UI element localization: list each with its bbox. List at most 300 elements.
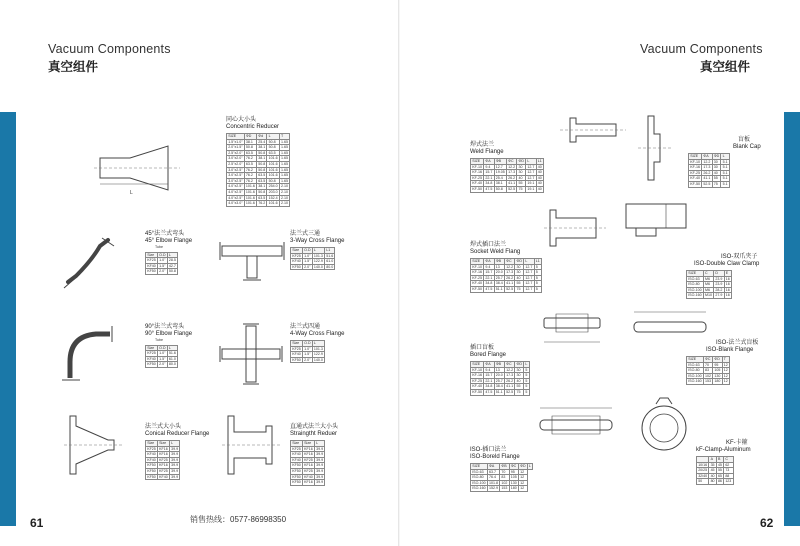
table-cell: 80 — [710, 479, 715, 484]
table-cell: KF16 — [159, 452, 168, 457]
table-cell: 63.5 — [244, 150, 256, 156]
table-cell: 101.6 — [245, 195, 255, 200]
table-cell: KF-16 — [690, 165, 700, 170]
table-cell: 12.7 — [525, 281, 533, 286]
table-cell: 3.0"x2.5" — [228, 178, 243, 183]
table-cell: 26.2 — [506, 275, 514, 280]
table-cell: 17.3 — [703, 165, 711, 170]
table-header-cell: SIZE — [471, 464, 488, 470]
table-row — [146, 263, 178, 269]
double-claw-table — [686, 270, 732, 299]
table-cell: 63.5 — [244, 161, 256, 167]
table-row — [146, 356, 178, 362]
weld-flange-drawing — [550, 112, 630, 148]
cross-3way-drawing — [218, 232, 288, 282]
table-cell: 30 — [517, 170, 526, 176]
table-cell: KF50 — [292, 474, 301, 479]
elbow-45-en: 45° Elbow Flange — [145, 238, 193, 244]
table-cell: 123 — [725, 479, 732, 484]
table-cell: 2.10 — [281, 184, 289, 189]
table-cell: 5.1 — [722, 159, 728, 164]
table-row — [471, 264, 542, 270]
table-row — [227, 201, 290, 207]
table-cell: 2.5"x2.0" — [228, 150, 243, 155]
table-cell: 34.8 — [485, 281, 493, 286]
table-cell: 5.1 — [722, 176, 728, 181]
table-cell: 51.6 — [326, 253, 334, 258]
table-cell: 76.2 — [258, 201, 266, 206]
elbow-45-drawing — [60, 232, 120, 292]
table-cell: 38.1 — [494, 181, 506, 187]
table-header-cell: B — [716, 457, 723, 463]
table-cell: 102 — [501, 480, 508, 485]
table-cell: 50.8 — [244, 145, 256, 151]
table-cell: ISO-63 — [687, 362, 704, 368]
table-cell: 39.9 — [171, 452, 179, 457]
table-cell: 101.3 — [313, 253, 323, 258]
table-cell: 26.2 — [703, 170, 711, 175]
table-cell: 12 — [723, 362, 728, 367]
table-header-cell: ΦA — [484, 159, 494, 165]
table-cell: 45 — [717, 462, 722, 467]
table-cell: ISO-160 — [688, 293, 702, 298]
table-cell: KF-25 — [690, 170, 700, 175]
table-cell: 9.4 — [484, 164, 494, 170]
table-header-cell: L — [312, 248, 324, 254]
table-cell: 80.0 — [326, 264, 334, 269]
table-cell: 3.0"x2.5" — [228, 173, 243, 178]
table-cell: 12 — [518, 480, 527, 486]
blank-cap-cn: 盲板 — [738, 137, 751, 143]
table-cell: KF-16 — [472, 373, 482, 378]
elbow-45-tube-label: Tube — [155, 245, 164, 249]
table-cell: 50.8 — [258, 161, 266, 166]
table-row — [146, 463, 180, 469]
table-cell: 55 — [717, 468, 722, 473]
table-cell: 180 — [714, 379, 721, 384]
table-row — [146, 351, 178, 357]
page-header-cn: 真空组件 — [700, 60, 751, 74]
table-cell: 1.65 — [281, 178, 289, 183]
blank-cap-table — [688, 153, 730, 188]
table-header-cell: SIZE — [471, 362, 484, 368]
elbow-90-tube-label: Tube — [155, 338, 164, 342]
table-cell: 45 — [710, 468, 715, 473]
table-cell: M6 — [703, 287, 713, 293]
table-cell: 12.7 — [527, 164, 535, 169]
iso-blank-cn: ISO-法兰式盲板 — [716, 340, 759, 346]
table-cell: 152.9 — [488, 486, 498, 491]
table-cell: KF40 — [292, 352, 301, 357]
concentric-reducer-cn: 同心大小头 — [226, 117, 257, 123]
table-cell: 41.1 — [506, 384, 514, 389]
table-cell: 76.2 — [244, 156, 256, 162]
table-row — [227, 173, 290, 179]
table-row — [471, 275, 542, 281]
table-header-cell: Size — [291, 341, 303, 347]
table-row — [227, 167, 290, 173]
blank-cap-en: Blank Cap — [733, 144, 761, 150]
table-cell: KF50 — [292, 468, 301, 473]
table-row — [471, 186, 544, 192]
table-cell: 1.5"x1.0" — [228, 139, 243, 144]
table-header-cell: D — [714, 271, 724, 277]
weld-flange-table — [470, 158, 544, 193]
table-cell: 101.6 — [268, 161, 278, 166]
table-cell: 50.8 — [258, 167, 266, 172]
table-header-cell: Size — [302, 441, 314, 447]
table-cell: 50.8 — [267, 145, 279, 151]
table-cell: M6 — [703, 282, 713, 288]
table-cell: 23.9 — [715, 276, 723, 281]
table-cell: 2.0"x1.5" — [228, 145, 243, 150]
table-cell: KF16 — [304, 452, 313, 457]
table-cell: 40 — [537, 170, 542, 175]
bored-flange-section — [470, 345, 530, 396]
table-cell: 105 — [510, 475, 517, 480]
table-row — [689, 159, 730, 165]
table-cell: KF50 — [147, 463, 156, 468]
table-cell: KF25 — [147, 258, 156, 263]
page-header-en: Vacuum Components — [640, 42, 763, 56]
table-cell: KF16 — [159, 463, 168, 468]
table-row — [146, 474, 180, 480]
table-cell: 5 — [534, 264, 541, 270]
table-cell: ISO-63 — [471, 469, 488, 475]
cross-3way-en: 3-Way Cross Flange — [290, 238, 345, 244]
table-cell: 40 — [515, 275, 524, 281]
table-cell: 16 — [725, 282, 730, 287]
table-cell: 4.0"x3.0" — [228, 201, 243, 206]
table-cell: 5 — [525, 389, 528, 394]
table-row — [687, 379, 730, 385]
table-header-cell: E — [724, 271, 731, 277]
table-row — [471, 378, 530, 384]
table-cell: KF25 — [159, 457, 168, 462]
table-cell: ISO-63 — [687, 276, 704, 282]
table-cell: 1.0" — [159, 258, 166, 263]
iso-blank-drawing — [630, 304, 710, 344]
elbow-90-cn: 90°法兰式弯头 — [145, 324, 185, 330]
table-cell: 1.0" — [304, 253, 311, 258]
table-cell: 30 — [515, 270, 524, 276]
table-header-cell: Size — [146, 345, 158, 351]
table-cell: 12.7 — [525, 275, 533, 280]
table-cell: 88 — [724, 473, 733, 479]
table-header-cell: ΦB — [494, 362, 504, 368]
table-cell: 105 — [714, 368, 721, 373]
table-cell: 12.2 — [506, 367, 514, 372]
table-cell: KF16 — [159, 446, 168, 451]
table-cell: KF-40 — [690, 176, 700, 181]
table-cell: 102 — [704, 373, 711, 378]
table-row — [471, 480, 533, 486]
table-cell: 153 — [704, 379, 711, 384]
concentric-reducer-section — [226, 117, 290, 207]
table-cell: 52.5 — [506, 286, 514, 291]
table-cell: 40 — [712, 170, 721, 176]
conical-reducer-cn: 法兰式大小头 — [145, 424, 182, 430]
table-header-cell: SIZE — [687, 271, 704, 277]
table-cell: KF-10 — [472, 164, 482, 169]
table-cell: 1.65 — [281, 156, 289, 161]
table-cell: 5 — [525, 384, 528, 389]
table-row — [227, 139, 290, 145]
table-header-cell: L — [267, 134, 279, 140]
table-cell: 47.5 — [485, 389, 493, 394]
table-cell: 12.7 — [527, 170, 535, 175]
table-row — [471, 486, 533, 492]
table-cell: 30 — [517, 164, 526, 170]
conical-reducer-en: Conical Reducer Flange — [145, 431, 210, 437]
table-cell: KF-50 — [472, 186, 482, 191]
table-cell: KF40 — [147, 452, 156, 457]
table-header-cell: SIZE — [227, 134, 245, 140]
table-header-cell: ΦA — [484, 259, 494, 265]
table-header-cell: ΦD — [520, 464, 526, 468]
table-row — [291, 457, 325, 463]
socket-weld-drawing — [540, 206, 610, 250]
table-cell: 5.1 — [722, 181, 728, 186]
table-cell: KF50 — [292, 463, 301, 468]
cross-4way-table — [290, 340, 325, 363]
table-cell: 30 — [712, 165, 721, 171]
table-cell: KF16 — [304, 463, 313, 468]
conical-reducer-drawing — [64, 412, 124, 478]
table-cell: 2.10 — [281, 189, 289, 194]
table-cell: 2.0" — [304, 264, 311, 269]
table-cell: 12.7 — [525, 270, 533, 275]
table-cell: 122.9 — [313, 352, 323, 357]
table-cell: 4.0"x2.5" — [228, 189, 243, 194]
table-cell: 86 — [717, 479, 722, 484]
bored-flange-cn: 插口盲板 — [470, 345, 495, 351]
table-cell: 101.6 — [245, 184, 255, 189]
elbow-45-table — [145, 252, 178, 275]
table-cell: 55 — [515, 281, 524, 287]
table-row — [227, 189, 290, 195]
straight-reducer-table — [290, 440, 325, 486]
table-header-cell: ΦC — [504, 259, 514, 265]
table-cell: 63.5 — [258, 173, 266, 178]
table-cell: 101.6 — [268, 173, 278, 178]
table-cell: KF25 — [292, 253, 301, 258]
table-cell: 10/16 — [698, 462, 708, 467]
bored-flange-drawing — [538, 304, 606, 346]
table-row — [471, 475, 533, 481]
page-header-cn: 真空组件 — [48, 60, 99, 74]
table-row — [471, 384, 530, 390]
table-cell: 51.1 — [495, 286, 503, 291]
table-header-cell: ΦA — [702, 154, 712, 160]
table-header-cell: C — [724, 457, 733, 463]
table-cell: 2.0" — [159, 362, 166, 367]
table-row — [146, 446, 180, 452]
table-row — [227, 178, 290, 184]
table-row — [689, 176, 730, 182]
bored-flange-en: Bored Flange — [470, 352, 507, 358]
table-cell: 50.8 — [258, 150, 266, 155]
table-cell: 30 — [515, 264, 524, 270]
table-cell: 180 — [510, 486, 517, 491]
table-row — [227, 156, 290, 162]
table-cell: 25.7 — [495, 378, 503, 383]
table-header-cell: ΦC — [703, 357, 712, 363]
table-header-cell: ΦA — [487, 464, 499, 470]
table-cell: 34.8 — [485, 384, 493, 389]
table-row — [471, 373, 530, 379]
table-header-cell: Size — [291, 441, 303, 447]
table-cell: 101.6 — [268, 156, 278, 161]
table-cell: KF40 — [159, 474, 168, 479]
table-header-cell: L — [528, 464, 531, 468]
table-cell: KF50 — [292, 264, 301, 269]
table-cell: 38.1 — [258, 156, 266, 161]
table-cell: 95 — [713, 362, 722, 368]
table-cell: KF25 — [304, 457, 313, 462]
cross-4way-en: 4-Way Cross Flange — [290, 331, 345, 337]
table-cell: 140.0 — [313, 357, 323, 362]
table-cell: KF16 — [304, 480, 313, 485]
table-cell: 65 — [717, 473, 722, 478]
table-header-cell: T — [722, 357, 729, 363]
table-row — [471, 270, 542, 276]
iso-bored-section — [470, 447, 533, 492]
table-cell: 41.1 — [703, 176, 711, 181]
table-cell: 83 — [500, 475, 509, 481]
table-cell: KF50 — [147, 362, 156, 367]
table-cell: 47.5 — [485, 286, 493, 291]
table-cell: 2.10 — [281, 195, 289, 200]
table-cell: 22.1 — [485, 175, 493, 180]
table-cell: 39.9 — [171, 463, 179, 468]
elbow-45-section — [145, 231, 192, 275]
table-cell: 12.7 — [525, 286, 533, 291]
table-cell: 1.65 — [281, 167, 289, 172]
table-cell: 38.4 — [495, 281, 503, 286]
table-cell: KF-16 — [472, 270, 482, 275]
table-cell: KF25 — [292, 346, 301, 351]
table-cell: KF50 — [292, 357, 301, 362]
double-claw-cn: ISO-双爪夹子 — [721, 254, 758, 260]
table-header-cell: ΦD — [713, 357, 722, 363]
table-cell: 5 — [534, 286, 541, 292]
table-cell: 39.9 — [316, 452, 324, 457]
table-cell: 12.7 — [494, 164, 506, 170]
table-cell: KF-25 — [472, 275, 482, 280]
table-cell: 80.0 — [168, 362, 176, 367]
table-cell: 50.8 — [258, 189, 266, 194]
table-cell: 39.9 — [171, 457, 179, 462]
table-cell: 17.3 — [508, 170, 516, 175]
table-cell: 101.6 — [268, 201, 278, 206]
table-cell: 1.5" — [304, 352, 311, 357]
table-cell: ISO-100 — [472, 480, 486, 485]
table-cell: 39.9 — [316, 446, 324, 451]
table-header-cell: ΦB — [494, 259, 504, 265]
page-header-en: Vacuum Components — [48, 42, 171, 56]
cross-4way-section — [290, 324, 344, 363]
svg-text:L: L — [130, 190, 133, 196]
kf-clamp-cn: KF-卡箍 — [726, 440, 748, 446]
table-cell: 38.1 — [258, 145, 266, 150]
table-cell: 95 — [509, 469, 518, 475]
table-cell: 12.2 — [506, 264, 514, 269]
table-cell: 22.1 — [485, 378, 493, 383]
table-cell: 130 — [714, 373, 721, 378]
table-header-cell: T — [279, 134, 289, 140]
table-cell: 75 — [515, 389, 524, 395]
table-cell: 25.4 — [258, 139, 266, 144]
table-cell: 63.7 — [487, 469, 499, 475]
table-row — [227, 195, 290, 201]
table-header-cell: SIZE — [687, 357, 704, 363]
table-cell: 3.0"x2.0" — [228, 156, 243, 161]
straight-reducer-cn: 直通式法兰大小头 — [290, 424, 339, 430]
table-row — [471, 281, 542, 287]
table-cell: 50 — [697, 479, 709, 485]
table-row — [291, 463, 325, 469]
table-header-cell: Size — [157, 441, 169, 447]
table-cell: 2.0" — [304, 357, 311, 362]
table-cell: 13 — [494, 367, 504, 373]
table-cell: 12 — [723, 373, 728, 378]
blank-cap-section — [688, 137, 761, 188]
table-cell: 16 — [725, 293, 730, 298]
table-cell: 76.2 — [244, 178, 256, 184]
table-cell: M6 — [703, 276, 713, 282]
table-cell: 28.5 — [168, 258, 176, 263]
weld-flange-cn: 焊式法兰 — [470, 142, 495, 148]
table-cell: 12.7 — [525, 264, 533, 269]
table-header-cell: L — [167, 252, 177, 258]
table-cell: KF40 — [292, 457, 301, 462]
right-page — [400, 0, 800, 546]
table-cell: 1.5" — [159, 356, 166, 361]
page-number-right: 62 — [760, 516, 774, 530]
table-cell: 75 — [517, 186, 526, 192]
table-cell: 101.6 — [245, 201, 255, 206]
table-cell: 12.2 — [508, 164, 516, 169]
table-cell: 30 — [515, 367, 524, 373]
table-cell: 254.0 — [268, 184, 278, 189]
table-row — [471, 286, 542, 292]
table-cell: KF50 — [292, 480, 301, 485]
table-cell: 51.1 — [495, 389, 503, 394]
table-row — [146, 269, 178, 275]
table-cell: 2.0" — [159, 269, 166, 274]
table-cell: KF25 — [292, 446, 301, 451]
table-row — [689, 181, 730, 187]
table-cell: 25.7 — [495, 275, 503, 280]
table-header-cell: Size — [146, 252, 158, 258]
table-cell: 47.5 — [485, 186, 493, 191]
table-cell: 32/40 — [698, 473, 708, 478]
table-header-cell: A — [709, 457, 716, 463]
socket-weld-table — [470, 258, 542, 293]
table-cell: 26.2 — [508, 175, 516, 180]
straight-reducer-drawing — [222, 412, 282, 478]
iso-blank-en: ISO-Blank Flange — [706, 347, 754, 353]
table-cell: KF40 — [292, 452, 301, 457]
table-cell: 40 — [537, 186, 542, 191]
table-cell: 12 — [518, 469, 527, 475]
table-cell: 50.8 — [267, 139, 279, 145]
table-cell: 52.5 — [508, 186, 516, 191]
table-cell: 1.65 — [281, 145, 289, 150]
table-cell: KF25 — [304, 468, 313, 473]
table-row — [687, 293, 732, 299]
